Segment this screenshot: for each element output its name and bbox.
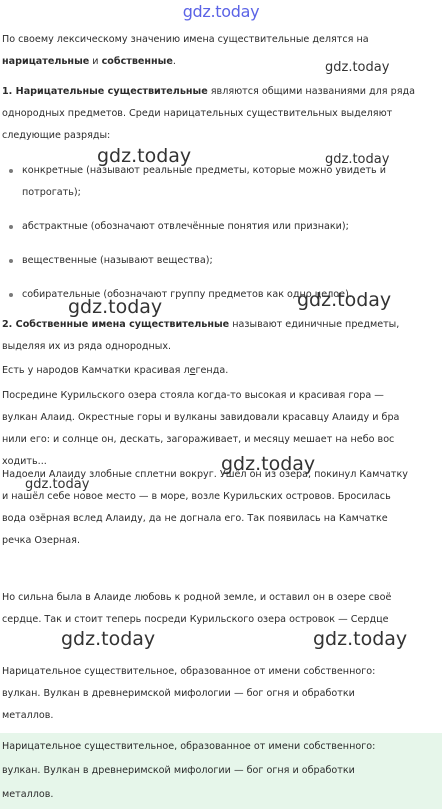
proper-nouns-heading: 2. Собственные имена существительные	[2, 319, 230, 330]
common-nouns-paragraph	[2, 81, 438, 147]
intro-term-common: нарицательные	[2, 56, 90, 67]
common-nouns-heading: 1. Нарицательные существительные	[2, 86, 208, 97]
bullet-icon	[9, 225, 13, 229]
answer-line: металлов.	[2, 789, 54, 800]
story-paragraph-3	[2, 587, 438, 631]
legend-intro-text: генда.	[195, 365, 229, 376]
legend-intro	[2, 360, 438, 382]
site-logo[interactable]: gdz.today	[182, 2, 260, 21]
watermark: gdz.today	[97, 145, 192, 167]
intro-term-proper: собственные	[101, 56, 173, 67]
list-item-text: абстрактные (обозначают отвлечённые понятия или признаки);	[22, 221, 349, 232]
list-item-text: конкретные (называют реальные предметы, которые можно увидеть и потрогать);	[22, 165, 386, 198]
intro-end: .	[172, 56, 176, 67]
note-line: металлов.	[2, 710, 54, 721]
watermark: gdz.today	[325, 60, 390, 75]
watermark: gdz.today	[61, 628, 156, 650]
common-nouns-text: являются общими названиями для ряда однородных предметов. Среди нарицательных существительных выделяют следующие разряды:	[2, 86, 415, 141]
answer-line: Нарицательное существительное, образованное от имени собственного:	[2, 741, 376, 752]
story-line: Посредине Курильского озера стояла когда-то высокая и красивая гора —	[2, 390, 384, 401]
bullet-icon	[9, 293, 13, 297]
list-item-text: собирательные (обозначают группу предметов как одно целое).	[22, 289, 352, 300]
proper-nouns-paragraph	[2, 314, 438, 358]
watermark: gdz.today	[68, 296, 163, 318]
legend-intro-text: Есть у народов Камчатки красивая л	[2, 365, 190, 376]
story-line: нили его: и солнце он, дескать, загораживает, и месяцу мешает на небо вос	[2, 434, 395, 445]
answer-line: вулкан. Вулкан в древнеримской мифологии — бог огня и обработки	[2, 765, 355, 776]
note-line: вулкан. Вулкан в древнеримской мифологии — бог огня и обработки	[2, 688, 355, 699]
watermark: gdz.today	[325, 152, 390, 167]
story-line: Надоели Алаиду злобные сплетни вокруг. Ушёл он из озера, покинул Камчатку	[2, 469, 408, 480]
watermark: gdz.today	[313, 628, 408, 650]
intro-text: По своему лексическому значению имена существительные делятся на	[2, 34, 369, 45]
story-line: речка Озерная.	[2, 535, 81, 546]
proper-nouns-text: называют единичные предметы, выделяя их из ряда однородных.	[2, 319, 400, 352]
story-line: и нашёл себе новое место — в море, возле Курильских островов. Бросилась	[2, 491, 391, 502]
bullet-icon	[9, 169, 13, 173]
answer-box	[0, 733, 442, 809]
note-line: Нарицательное существительное, образованное от имени собственного:	[2, 666, 376, 677]
bullet-icon	[9, 259, 13, 263]
list-item	[0, 250, 440, 272]
story-paragraph-1	[2, 385, 438, 473]
watermark: gdz.today	[25, 477, 90, 492]
story-line: Но сильна была в Алаиде любовь к родной земле, и оставил он в озере своё	[2, 592, 392, 603]
list-item	[0, 216, 440, 238]
story-line: вулкан Алаид. Окрестные горы и вулканы завидовали красавцу Алаиду и бра	[2, 412, 400, 423]
story-line: вода озёрная вслед Алаиду, да не догнала его. Так появилась на Камчатке	[2, 513, 388, 524]
story-line: ходить...	[2, 456, 47, 467]
noun-categories-list	[0, 160, 440, 306]
watermark: gdz.today	[221, 453, 316, 475]
marked-letter: е	[189, 365, 196, 376]
intro-conj: и	[89, 56, 102, 67]
list-item-text: вещественные (называют вещества);	[22, 255, 213, 266]
note-paragraph	[2, 661, 438, 727]
story-line: сердце. Так и стоит теперь посреди Курильского озера островок — Сердце	[2, 614, 389, 625]
watermark: gdz.today	[297, 289, 392, 311]
answer-text	[0, 733, 442, 807]
